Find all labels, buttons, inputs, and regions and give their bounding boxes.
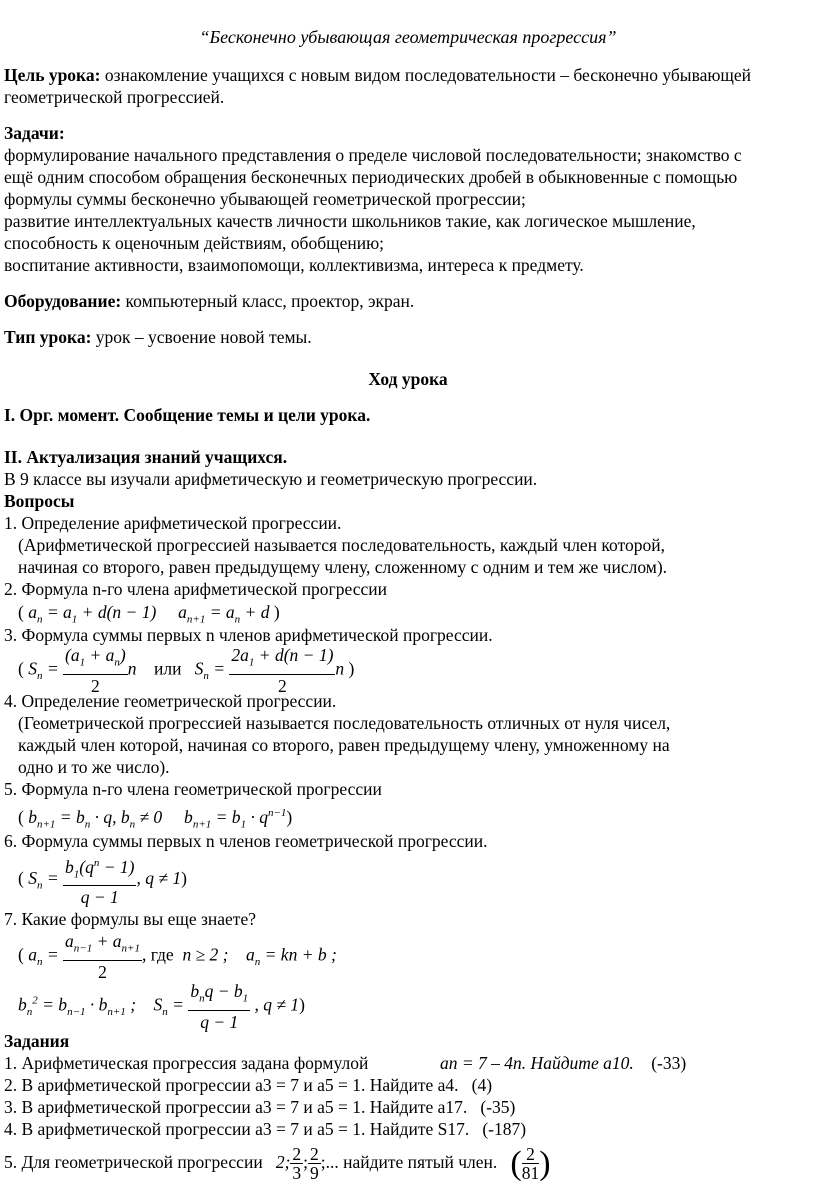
tasks-line: ещё одним способом обращения бесконечных периодических дробей в обыкновенные с помощью [4,167,738,187]
goal-text: ознакомление учащихся с новым видом последовательности – бесконечно убывающей [104,65,752,85]
answer-4c: одно и то же число). [18,757,170,777]
answer-4a: (Геометрической прогрессией называется последовательность отличных от нуля чисел, [18,713,671,733]
task-3: 3. В арифметической прогрессии a3 = 7 и a5 = 1. Найдите a17. (-35) [4,1097,516,1117]
formula-geom-sum: ( $S_n$ = $\frac{b_1(q^n - 1)}{q - 1}$ , q ≠ 1) [18,852,187,908]
document-title: “Бесконечно убывающая геометрическая прогрессия” [199,27,617,47]
task-1-formula: an = 7 – 4n. Найдите a10. (-33) [440,1053,687,1073]
or-word: или [153,658,182,679]
question-6: 6. Формула суммы первых n членов геометрической прогрессии. [4,831,488,851]
tasks-line: развитие интеллектуальных качеств личности школьников такие, как логическое мышление, [4,211,696,231]
formula-mean-arith: ( $a_n$ = $\frac{a_{n-1} + a_{n+1}}{2}$ , где n ≥ 2 ; $a_n$ = kn + b ; [18,931,337,982]
task-1: 1. Арифметическая прогрессия задана формулой [4,1053,369,1073]
section-heading-1: I. Орг. момент. Сообщение темы и цели урока. [4,405,371,425]
question-7: 7. Какие формулы вы еще знаете? [4,909,256,929]
tasks-line: формулирование начального представления о пределе числовой последовательности; знакомство с [4,145,742,165]
formula-geom-nth: ( $b_{n+1} = b_n \cdot q$, $b_n \ne 0$ $b_{n+1} = b_1 \cdot q^{n-1}$) [18,806,293,831]
question-3: 3. Формула суммы первых n членов арифметической прогрессии. [4,625,493,645]
question-2: 2. Формула n-го члена арифметической прогрессии [4,579,387,599]
question-4: 4. Определение геометрической прогрессии. [4,691,337,711]
question-5: 5. Формула n-го члена геометрической прогрессии [4,779,382,799]
tasks-line: формулы суммы бесконечно убывающей геометрической прогрессии; [4,189,526,209]
tasks-line: воспитание активности, взаимопомощи, коллективизма, интереса к предмету. [4,255,584,275]
equipment-line: Оборудование: компьютерный класс, проектор, экран. [4,291,415,311]
formula-mean-geom: $b_n^2 = b_{n-1} \cdot b_{n+1}$ ; $S_n$ = $\frac{b_nq - b_1}{q - 1}$ , q ≠ 1) [18,981,305,1032]
answer-4b: каждый член которой, начиная со второго, равен предыдущему члену, умноженному на [18,735,670,755]
formula-arith-sum: ( $S_n$ = $\frac{(a_1 + a_n)}{2}$ n или $S_n$ = $\frac{2a_1 + d(n - 1)}{2}$ n ) [18,645,355,696]
goal-line [4,64,751,86]
goal-line-2: геометрической прогрессией. [4,87,225,107]
answer-1a: (Арифметической прогрессией называется последовательность, каждый член которой, [18,535,665,555]
formula-arith-nth: ( $a_n = a_1 + d(n - 1)$ $a_{n+1} = a_n + d$ ) [18,602,280,626]
tasks-line: способность к оценочным действиям, обобщению; [4,233,385,253]
task-4: 4. В арифметической прогрессии a3 = 7 и a5 = 1. Найдите S17. (-187) [4,1119,527,1139]
tasks-label: Задачи: [4,123,65,143]
question-1: 1. Определение арифметической прогрессии. [4,513,342,533]
task-5: 5. Для геометрической прогрессии 2; $\frac{2}{3}$ ; $\frac{2}{9}$ ;... найдите пятый член. ( $\frac{2}{81}$ ) [4,1144,551,1184]
intro-text: В 9 классе вы изучали арифметическую и геометрическую прогрессии. [4,469,538,489]
assignments-label: Задания [4,1031,70,1051]
questions-label: Вопросы [4,491,75,511]
answer-1b: начиная со второго, равен предыдущему члену, сложенному с одним и тем же числом). [18,557,668,577]
goal-label: Цель урока: [4,65,101,85]
course-heading: Ход урока [368,369,448,389]
section-heading-2: II. Актуализация знаний учащихся. [4,447,288,467]
task-2: 2. В арифметической прогрессии a3 = 7 и a5 = 1. Найдите a4. (4) [4,1075,493,1095]
lesson-type-line: Тип урока: урок – усвоение новой темы. [4,327,312,347]
